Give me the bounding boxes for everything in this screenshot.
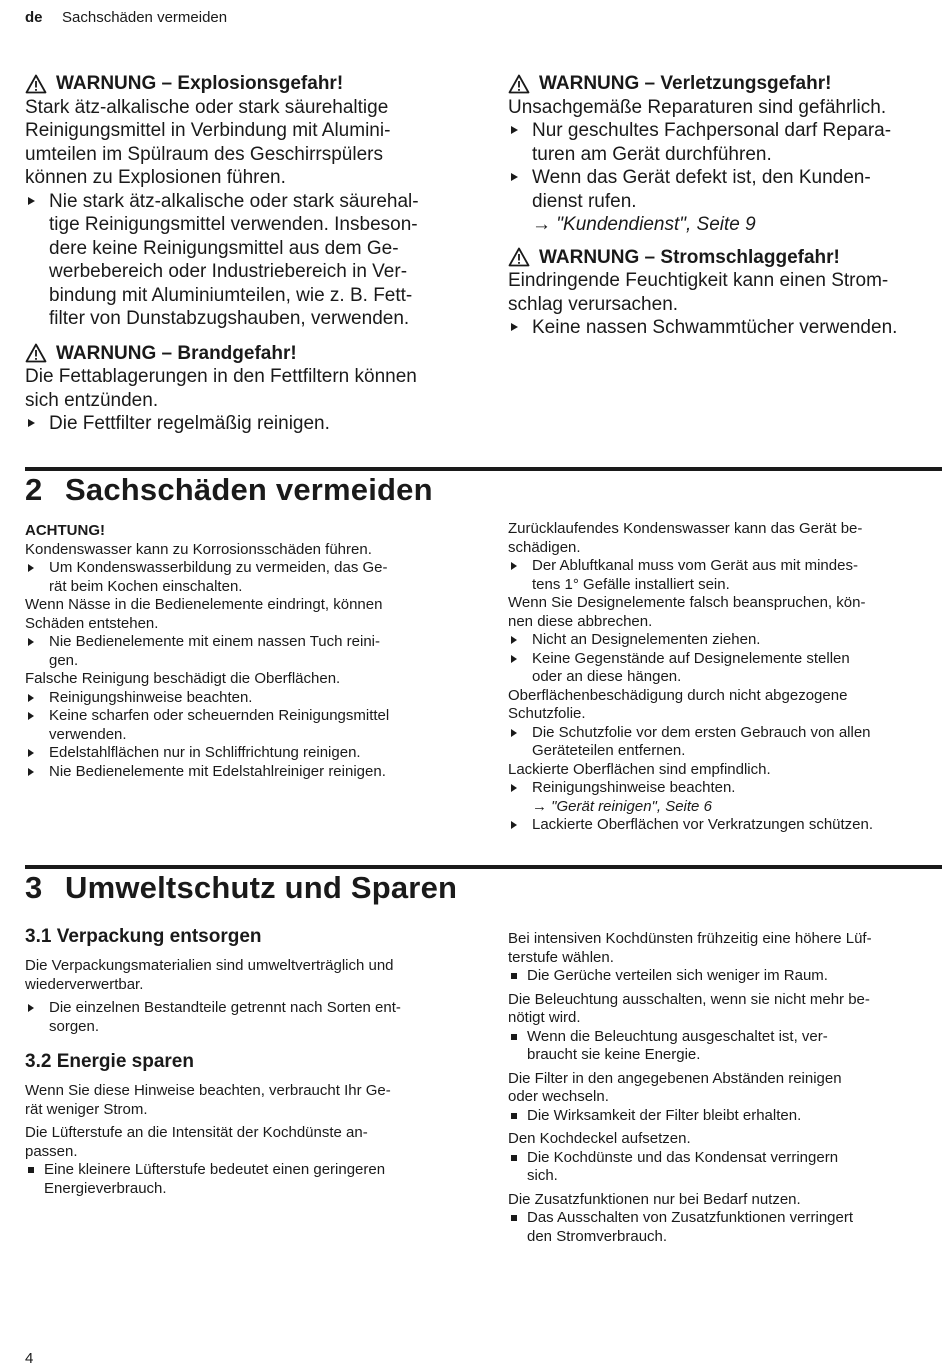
warning-text-line: umteilen im Spülraum des Geschirrspülers xyxy=(25,143,383,165)
warning-title: WARNUNG – Explosionsgefahr! xyxy=(56,73,344,94)
warnings-left-column xyxy=(25,72,475,436)
warning-triangle-icon xyxy=(25,74,47,94)
paragraph-line: terstufe wählen. xyxy=(508,948,614,966)
cross-reference-link[interactable]: → "Gerät reinigen", Seite 6 xyxy=(532,797,712,815)
list-item: Lackierte Oberflächen vor Verkratzungen schützen. xyxy=(508,816,948,835)
subsection-title: 3.2 Energie sparen xyxy=(25,1051,194,1072)
paragraph-line: Kondenswasser kann zu Korrosionsschäden führen. xyxy=(25,540,372,558)
paragraph-line: rät weniger Strom. xyxy=(25,1100,148,1118)
cross-reference-link[interactable]: → "Kundendienst", Seite 9 xyxy=(532,214,756,235)
language-code: de xyxy=(25,9,43,26)
paragraph-line: passen. xyxy=(25,1142,78,1160)
paragraph-line: Die Beleuchtung ausschalten, wenn sie nicht mehr be- xyxy=(508,990,870,1008)
list-item: Die Gerüche verteilen sich weniger im Raum. xyxy=(508,967,948,986)
warning-bullet: Nie stark ätz-alkalische oder stark säurehal- tige Reinigungsmittel verwenden. Insbeson- dere keine Reinigungsmittel aus dem Ge- werbebereich oder Industriebereich in Ver- bindung mit Aluminiumteilen, wie z. B. Fett- filter von Dunstabzugshauben, verwenden. xyxy=(25,190,475,331)
paragraph-line: nötigt wird. xyxy=(508,1009,581,1026)
notice-label: ACHTUNG! xyxy=(25,522,105,539)
list-item: Um Kondenswasserbildung zu vermeiden, das Ge- rät beim Kochen einschalten. xyxy=(25,559,470,596)
page-number: 4 xyxy=(25,1350,34,1367)
paragraph-line: Die Lüfterstufe an die Intensität der Kochdünste an- xyxy=(25,1124,368,1141)
warnings-right-column xyxy=(508,72,948,340)
paragraph-line: Die Verpackungsmaterialien sind umweltverträglich und xyxy=(25,957,394,974)
list-item: Die Kochdünste und das Kondensat verringern sich. xyxy=(508,1149,948,1186)
paragraph-line: Schäden entstehen. xyxy=(25,614,159,632)
list-item: Keine scharfen oder scheuernden Reinigungsmittel verwenden. xyxy=(25,707,470,744)
paragraph-line: Wenn Sie Designelemente falsch beanspruchen, kön- xyxy=(508,594,866,611)
list-item: Edelstahlflächen nur in Schliffrichtung reinigen. xyxy=(25,744,470,763)
list-item: Nie Bedienelemente mit einem nassen Tuch reini- gen. xyxy=(25,633,470,670)
section3-right-column xyxy=(508,930,948,1246)
list-item: Das Ausschalten von Zusatzfunktionen verringert den Stromverbrauch. xyxy=(508,1209,948,1246)
section2-right-column xyxy=(508,520,948,835)
subsection-title: 3.1 Verpackung entsorgen xyxy=(25,926,262,947)
list-item: Wenn die Beleuchtung ausgeschaltet ist, ver- braucht sie keine Energie. xyxy=(508,1028,948,1065)
section-heading xyxy=(25,870,457,906)
warning-text-line: sich entzünden. xyxy=(25,389,159,411)
paragraph-line: schädigen. xyxy=(508,538,581,556)
paragraph-line: Wenn Nässe in die Bedienelemente eindringt, können xyxy=(25,596,383,613)
paragraph-line: Den Kochdeckel aufsetzen. xyxy=(508,1130,691,1147)
paragraph-line: Schutzfolie. xyxy=(508,705,586,722)
section2-left-column xyxy=(25,522,470,781)
warning-text-line: Reinigungsmittel in Verbindung mit Alumini- xyxy=(25,120,391,141)
section3-left-column xyxy=(25,926,470,1198)
warning-text-line: Eindringende Feuchtigkeit kann einen Strom- xyxy=(508,270,889,291)
paragraph-line: Lackierte Oberflächen sind empfindlich. xyxy=(508,760,771,778)
section-heading xyxy=(25,472,433,508)
warning-text-line: können zu Explosionen führen. xyxy=(25,167,286,188)
paragraph-line: oder wechseln. xyxy=(508,1088,609,1105)
warning-text-line: Die Fettablagerungen in den Fettfiltern können xyxy=(25,366,417,387)
warning-title: WARNUNG – Stromschlaggefahr! xyxy=(539,246,840,268)
section-number: 2 xyxy=(25,472,43,507)
running-header-title: Sachschäden vermeiden xyxy=(62,9,228,26)
warning-text-line: Stark ätz-alkalische oder stark säurehaltige xyxy=(25,96,389,118)
list-item: Die Wirksamkeit der Filter bleibt erhalten. xyxy=(508,1107,948,1126)
paragraph-line: Oberflächenbeschädigung durch nicht abgezogene xyxy=(508,686,848,704)
list-item: Die einzelnen Bestandteile getrennt nach Sorten ent- sorgen. xyxy=(25,999,470,1036)
warning-explosion xyxy=(25,72,475,331)
warning-triangle-icon xyxy=(508,74,530,94)
list-item: Nie Bedienelemente mit Edelstahlreiniger reinigen. xyxy=(25,763,470,782)
paragraph-line: Die Filter in den angegebenen Abständen reinigen xyxy=(508,1069,842,1087)
list-item: Reinigungshinweise beachten. xyxy=(25,689,470,708)
warning-triangle-icon xyxy=(25,343,47,363)
list-item: Reinigungshinweise beachten. xyxy=(508,779,948,798)
paragraph-line: Die Zusatzfunktionen nur bei Bedarf nutzen. xyxy=(508,1190,801,1208)
list-item: Der Abluftkanal muss vom Gerät aus mit mindes- tens 1° Gefälle installiert sein. xyxy=(508,557,948,594)
warning-electric-shock xyxy=(508,246,948,340)
list-item: Eine kleinere Lüfterstufe bedeutet einen geringeren Energieverbrauch. xyxy=(25,1161,470,1198)
paragraph-line: Falsche Reinigung beschädigt die Oberflächen. xyxy=(25,670,341,687)
paragraph-line: wiederverwertbar. xyxy=(25,975,144,993)
warning-fire xyxy=(25,342,475,436)
section-title: Sachschäden vermeiden xyxy=(65,472,433,507)
warning-bullet: Wenn das Gerät defekt ist, den Kunden- dienst rufen. xyxy=(508,166,948,213)
warning-injury xyxy=(508,72,948,237)
warning-text-line: schlag verursachen. xyxy=(508,293,679,315)
warning-triangle-icon xyxy=(508,247,530,267)
list-item: Die Schutzfolie vor dem ersten Gebrauch von allen Geräteteilen entfernen. xyxy=(508,724,948,761)
warning-title: WARNUNG – Verletzungsgefahr! xyxy=(539,73,832,94)
warning-bullet: Keine nassen Schwammtücher verwenden. xyxy=(508,316,948,340)
section-title: Umweltschutz und Sparen xyxy=(65,870,458,905)
section-number: 3 xyxy=(25,870,43,905)
warning-text-line: Unsachgemäße Reparaturen sind gefährlich. xyxy=(508,96,887,118)
list-item: Nicht an Designelementen ziehen. xyxy=(508,631,948,650)
paragraph-line: Wenn Sie diese Hinweise beachten, verbraucht Ihr Ge- xyxy=(25,1082,391,1099)
warning-bullet: Die Fettfilter regelmäßig reinigen. xyxy=(25,412,475,436)
section-divider xyxy=(25,865,942,869)
paragraph-line: nen diese abbrechen. xyxy=(508,612,653,630)
warning-bullet: Nur geschultes Fachpersonal darf Repara- turen am Gerät durchführen. xyxy=(508,119,948,166)
paragraph-line: Bei intensiven Kochdünsten frühzeitig eine höhere Lüf- xyxy=(508,930,872,947)
list-item: Keine Gegenstände auf Designelemente stellen oder an diese hängen. xyxy=(508,650,948,687)
paragraph-line: Zurücklaufendes Kondenswasser kann das Gerät be- xyxy=(508,520,863,537)
warning-title: WARNUNG – Brandgefahr! xyxy=(56,342,297,364)
section-divider xyxy=(25,467,942,471)
